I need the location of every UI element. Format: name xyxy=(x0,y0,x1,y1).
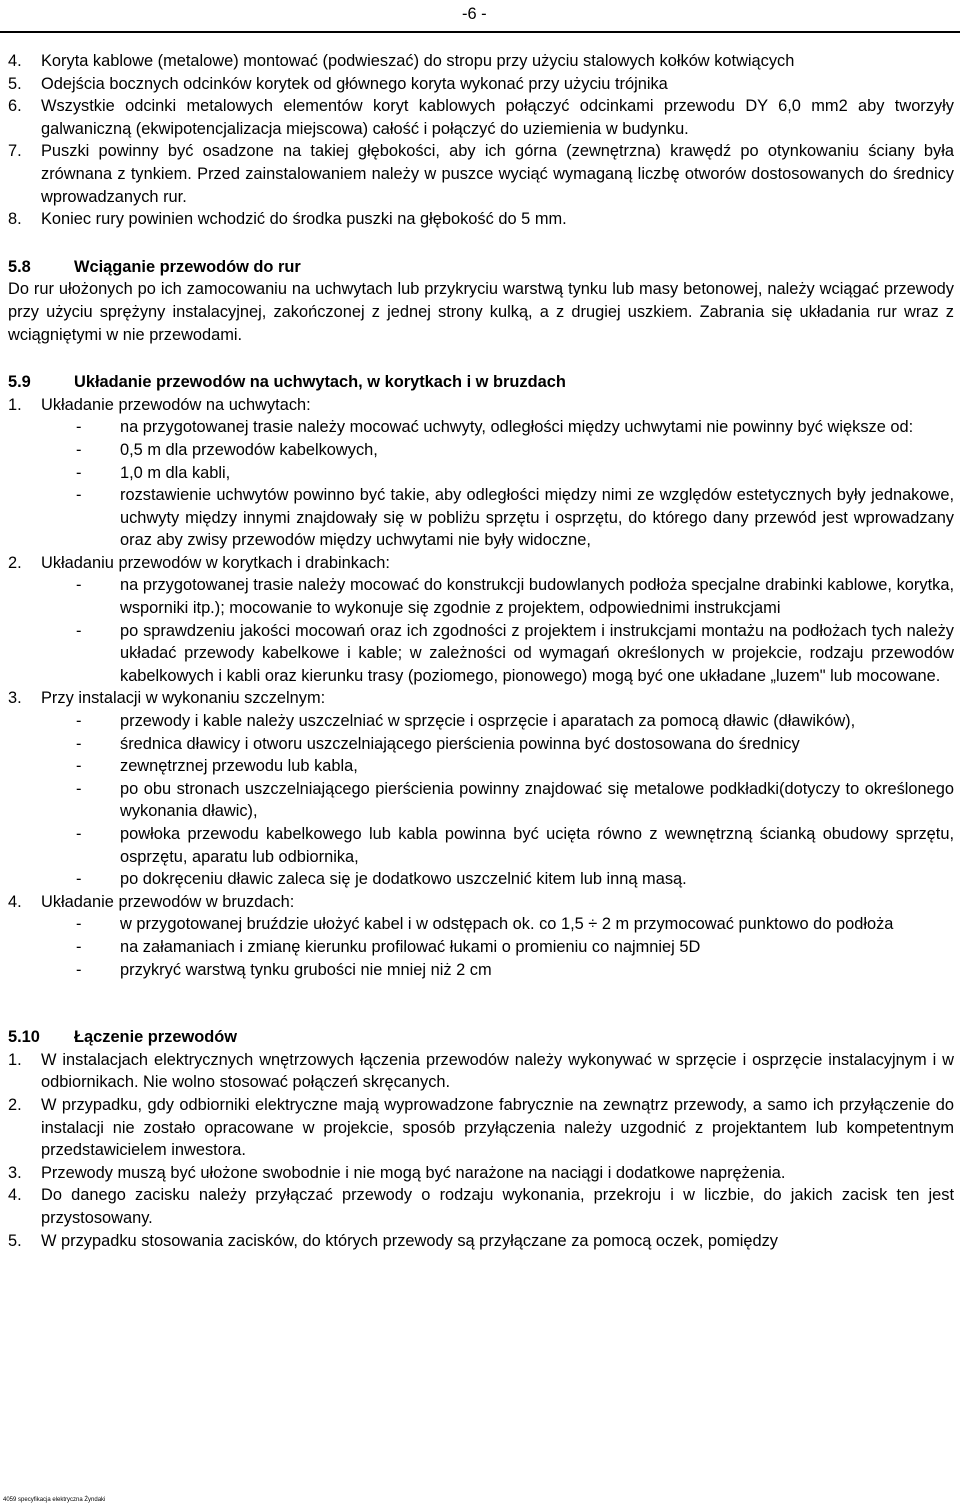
intro-list xyxy=(8,50,954,231)
list-item: 3. Przy instalacji w wykonaniu szczelnym: xyxy=(8,689,326,708)
sub-list-item: - przykryć warstwą tynku grubości nie mniej niż 2 cm xyxy=(76,960,492,979)
sub-list-item: - po dokręceniu dławic zaleca się je dodatkowo uszczelnić kitem lub inną masą. xyxy=(76,870,687,889)
list-item: 4. Układanie przewodów w bruzdach: xyxy=(8,892,295,911)
list-item: 7. Puszki powinny być osadzone na takiej głębokości, aby ich górna (zewnętrzna) krawędź po otynkowaniu ściany była zrównana z tynkiem. Przed zainstalowaniem należy w puszce wyciąć wymaganą liczbę otworów dostosowanych do średnicy wprowadzanych rur. xyxy=(8,142,954,206)
document-body xyxy=(8,50,954,1252)
section-heading-5-9: 5.9 Układanie przewodów na uchwytach, w korytkach i w bruzdach xyxy=(8,373,566,392)
list-item: 8. Koniec rury powinien wchodzić do środka puszki na głębokość do 5 mm. xyxy=(8,210,567,229)
sub-list-item: - rozstawienie uchwytów powinno być takie, aby odległości między nimi ze względów estetycznych były jednakowe, uchwyty między innymi znajdowały się w pobliżu sprzętu i osprzętu, do którego dany przewód jest wprowadzany oraz aby zwisy przewodów między uchwytami nie były widoczne, xyxy=(76,486,954,550)
list-item: 4. Do danego zacisku należy przyłączać przewody o rodzaju wykonania, przekroju i w liczbie, do jakich zacisk ten jest przystosowany. xyxy=(8,1186,954,1227)
list-item: 2. Układaniu przewodów w korytkach i drabinkach: xyxy=(8,553,390,572)
sub-list-item: - średnica dławicy i otworu uszczelniającego pierścienia powinna być dostosowana do średnicy xyxy=(76,734,800,753)
list-item: 2. W przypadku, gdy odbiorniki elektryczne mają wyprowadzone fabrycznie na zewnątrz przewody, a samo ich przyłączenie do instalacji nie zostało opracowane w projekcie, sposób przyłączenia należy uzgodnić z projektantem lub kompetentnym przedstawicielem inwestora. xyxy=(8,1095,954,1160)
list-item: 1. Układanie przewodów na uchwytach: xyxy=(8,395,311,414)
list-item: 3. Przewody muszą być ułożone swobodnie i nie mogą być narażone na naciągi i dodatkowe naprężenia. xyxy=(8,1163,786,1182)
sub-list-item: - po obu stronach uszczelniającego pierścienia powinny znajdować się metalowe podkładki(dotyczy to określonego wykonania dławic), xyxy=(76,779,954,821)
section-heading-5-10: 5.10 Łączenie przewodów xyxy=(8,1028,238,1047)
section-heading-5-8: 5.8 Wciąganie przewodów do rur xyxy=(8,257,301,276)
list-item: 1. W instalacjach elektrycznych wnętrzowych łączenia przewodów należy wykonywać w sprzęcie i osprzęcie instalacyjnym i w odbiornikach. Nie wolno stosować połączeń skręcanych. xyxy=(8,1050,954,1092)
list-item: 5. Odejścia bocznych odcinków korytek od głównego koryta wykonać przy użyciu trójnika xyxy=(8,74,668,93)
sub-list-item: - 1,0 m dla kabli, xyxy=(76,463,231,482)
list-item: 6. Wszystkie odcinki metalowych elementów koryt kablowych połączyć odcinkami przewodu DY 6,0 mm2 aby tworzyły galwaniczną (ekwipotencjalizacja miejscowa) całość i połączyć do uziemienia w budynku. xyxy=(8,97,954,138)
sub-list-item: - na załamaniach i zmianę kierunku profilować łukami o promieniu co najmniej 5D xyxy=(76,937,701,956)
sub-list-item: - w przygotowanej bruździe ułożyć kabel i w odstępach ok. co 1,5 ÷ 2 m przymocować punktowo do podłoża xyxy=(76,915,894,934)
sub-list-item: - powłoka przewodu kabelkowego lub kabla powinna być ucięta równo z wewnętrzną ścianką obudowy sprzętu, osprzętu, aparatu lub odbiornika, xyxy=(76,825,954,866)
sub-list-item: - po sprawdzeniu jakości mocowań oraz ich zgodności z projektem i instrukcjami montażu na podłożach tych należy układać przewody kabelkowe i kable; w zależności od wymagań określonych w projekcie, rodzaju przewodów kabelkowych i kabli oraz kierunku trasy (poziomego, pionowego) mogą być one układane „luzem" lub mocowane. xyxy=(76,621,954,685)
sub-list-item: - na przygotowanej trasie należy mocować uchwyty, odległości między uchwytami nie powinny być większe od: xyxy=(76,418,914,437)
header-rule xyxy=(0,31,960,33)
list-item: 4. Koryta kablowe (metalowe) montować (podwieszać) do stropu przy użyciu stalowych kołków kotwiących xyxy=(8,52,795,70)
page-number: -6 - xyxy=(462,5,487,23)
page-footer: 4059 specyfikacja elektryczna Żyndaki xyxy=(3,1497,106,1503)
list-item: 5. W przypadku stosowania zacisków, do których przewody są przyłączane za pomocą oczek, pomiędzy xyxy=(8,1231,779,1250)
section-5-8-paragraph: Do rur ułożonych po ich zamocowaniu na uchwytach lub przykryciu warstwą tynku lub masy betonowej, należy wciągać przewody przy użyciu sprężyny instalacyjnej, zakończonej z jednej strony kulką, a z drugiej uszkiem. Zabrania się układania rur wraz z wciągniętymi w nie przewodami. xyxy=(8,280,954,344)
sub-list-item: - na przygotowanej trasie należy mocować do konstrukcji budowlanych podłoża specjalne drabinki kablowe, korytka, wsporniki itp.); mocowanie to wykonuje się zgodnie z projektem, odpowiednimi instrukcjami xyxy=(76,576,954,618)
sub-list-item: - 0,5 m dla przewodów kabelkowych, xyxy=(76,440,378,459)
sub-list-item: - zewnętrznej przewodu lub kabla, xyxy=(76,757,358,776)
sub-list-item: - przewody i kable należy uszczelniać w sprzęcie i osprzęcie i aparatach za pomocą dławic (dławików), xyxy=(76,712,856,731)
